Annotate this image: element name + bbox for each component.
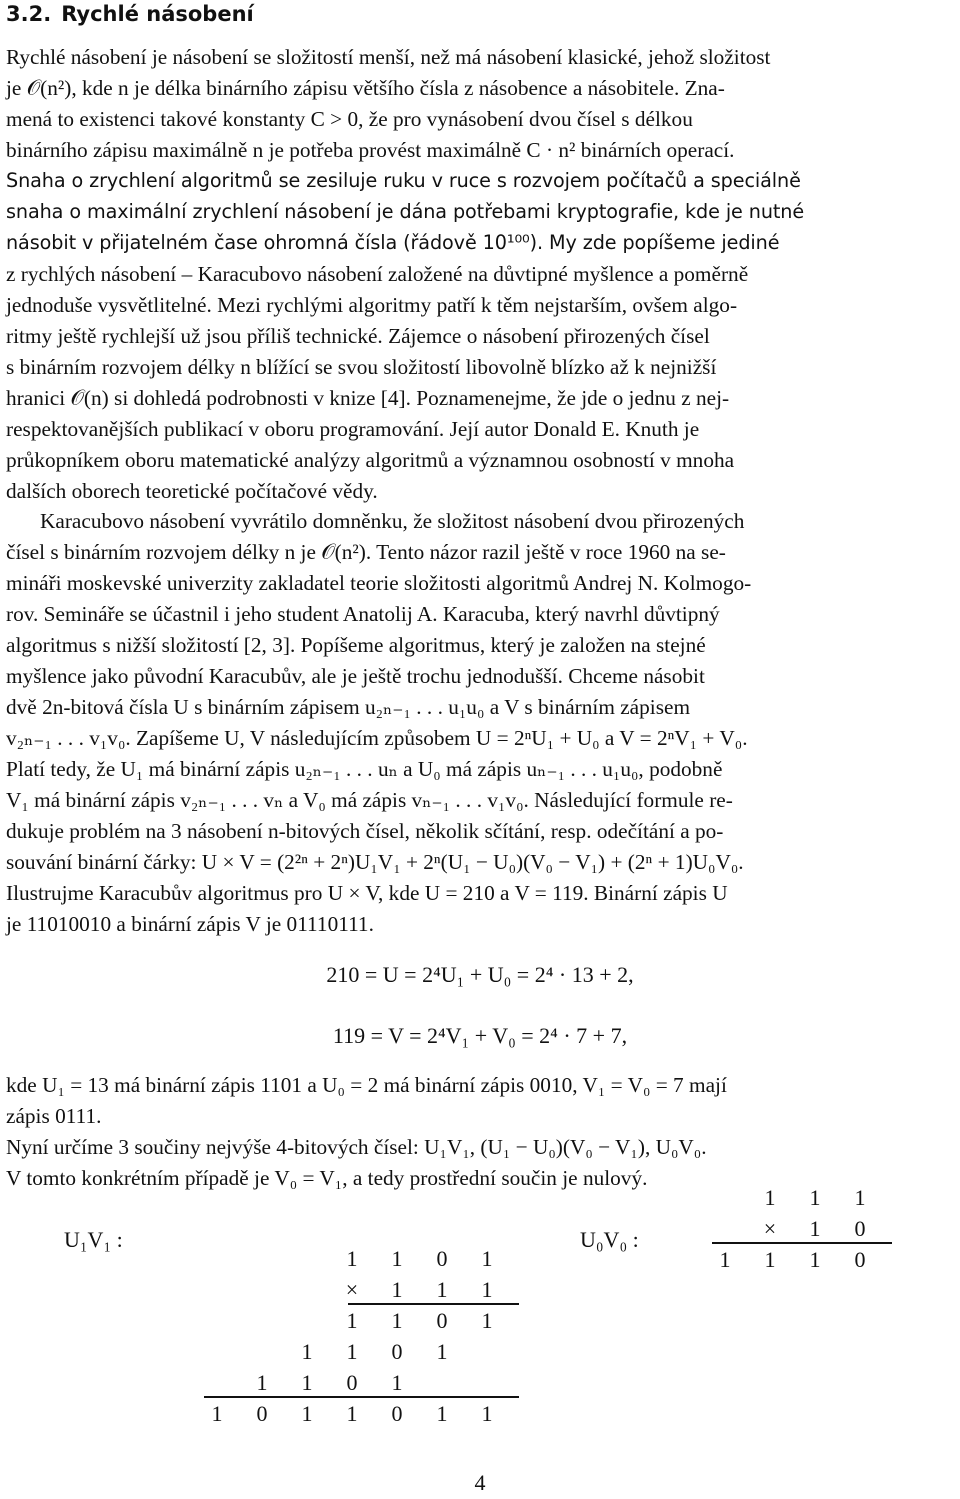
digit: 1 xyxy=(436,1401,448,1426)
text-line: zápis 0111. xyxy=(6,1104,102,1128)
mult-row xyxy=(204,1305,504,1337)
text-line: Platí tedy, že U₁ má binární zápis u₂ₙ₋₁ . . . uₙ a U₀ má zápis uₙ₋₁ . . . u₁u₀, podobně xyxy=(6,757,723,781)
digit: 1 xyxy=(809,1185,821,1210)
section-title: Rychlé násobení xyxy=(61,2,254,26)
sum-rule xyxy=(348,1303,519,1305)
text-line: algoritmus s nižší složitostí [2, 3]. Popíšeme algoritmus, který je založen na stejné xyxy=(6,633,706,657)
digit: 1 xyxy=(346,1401,358,1426)
text-line: respektovanějších publikací v oboru programování. Její autor Donald E. Knuth je xyxy=(6,417,700,441)
digit: 1 xyxy=(391,1370,403,1395)
equation-v: 119 = V = 2⁴V₁ + V₀ = 2⁴ · 7 + 7, xyxy=(332,1023,628,1048)
mult-row xyxy=(204,1367,504,1399)
sum-rule xyxy=(204,1396,519,1398)
digit: 1 xyxy=(481,1246,493,1271)
digit: 1 xyxy=(436,1339,448,1364)
digit: 1 xyxy=(391,1308,403,1333)
text-line: Karacubovo násobení vyvrátilo domněnku, že složitost násobení dvou přirozených xyxy=(40,509,745,533)
digit: 1 xyxy=(391,1246,403,1271)
times-sign: × xyxy=(763,1216,777,1241)
text-line: je 11010010 a binární zápis V je 01110111. xyxy=(6,912,374,936)
text-line: ritmy ještě rychlejší už jsou příliš technické. Zájemce o násobení přirozených čísel xyxy=(6,324,710,348)
page-number: 4 xyxy=(474,1470,486,1495)
text-line: dukuje problém na 3 násobení n-bitových čísel, několik sčítání, resp. odečítání a po- xyxy=(6,819,724,843)
text-line: mináři moskevské univerzity zakladatel teorie složitosti algoritmů Andrej N. Kolmogo- xyxy=(6,571,752,595)
digit: 1 xyxy=(481,1401,493,1426)
mult-row xyxy=(204,1243,504,1275)
text-line: násobit v přijatelném čase ohromná čísla (řádově 10¹⁰⁰). My zde popíšeme jediné xyxy=(6,231,780,254)
digit: 1 xyxy=(809,1216,821,1241)
digit: 1 xyxy=(391,1277,403,1302)
mult2-table xyxy=(712,1182,892,1292)
mult-row xyxy=(204,1274,504,1306)
equation-u: 210 = U = 2⁴U₁ + U₀ = 2⁴ · 13 + 2, xyxy=(326,962,634,987)
digit: 1 xyxy=(256,1370,268,1395)
text-line: čísel s binárním rozvojem délky n je 𝒪(n²). Tento názor razil ještě v roce 1960 na se- xyxy=(6,540,726,564)
text-line: hranici 𝒪(n) si dohledá podrobnosti v knize [4]. Poznamenejme, že jde o jednu z nej- xyxy=(6,386,730,410)
mult1-table xyxy=(204,1243,504,1443)
digit: 1 xyxy=(301,1339,313,1364)
digit: 0 xyxy=(436,1246,448,1271)
text-line: kde U₁ = 13 má binární zápis 1101 a U₀ = 2 má binární zápis 0010, V₁ = V₀ = 7 mají xyxy=(6,1073,727,1097)
text-line: jednoduše vysvětlitelné. Mezi rychlými algoritmy patří k těm nejstarším, ovšem algo- xyxy=(6,293,738,317)
text-line: dalších oborech teoretické počítačové vědy. xyxy=(6,479,378,503)
mult-row xyxy=(204,1398,504,1430)
text-line: binárního zápisu maximálně n je potřeba provést maximálně C · n² binárních operací. xyxy=(6,138,735,162)
text-line: snaha o maximální zrychlení násobení je dána potřebami kryptografie, kde je nutné xyxy=(6,200,805,223)
digit: 0 xyxy=(854,1216,866,1241)
text-line: Ilustrujme Karacubův algoritmus pro U × V, kde U = 210 a V = 119. Binární zápis U xyxy=(6,881,728,905)
text-line: průkopníkem oboru matematické analýzy algoritmů a významnou osobností v mnoha xyxy=(6,448,735,472)
text-line: v₂ₙ₋₁ . . . v₁v₀. Zapíšeme U, V následujícím způsobem U = 2ⁿU₁ + U₀ a V = 2ⁿV₁ + V₀. xyxy=(6,726,748,750)
text-line: dvě 2n-bitová čísla U s binárním zápisem u₂ₙ₋₁ . . . u₁u₀ a V s binárním zápisem xyxy=(6,695,691,719)
digit: 1 xyxy=(481,1277,493,1302)
digit: 0 xyxy=(436,1308,448,1333)
digit: 0 xyxy=(391,1401,403,1426)
digit: 1 xyxy=(346,1308,358,1333)
text-line: z rychlých násobení – Karacubovo násobení založené na důvtipné myšlence a poměrně xyxy=(6,262,749,286)
digit: 0 xyxy=(346,1370,358,1395)
digit: 1 xyxy=(764,1247,776,1272)
mult-row xyxy=(712,1182,892,1214)
mult1-label: U₁V₁ : xyxy=(64,1227,123,1252)
text-line: Rychlé násobení je násobení se složitostí menší, než má násobení klasické, jehož složitost xyxy=(6,45,771,69)
digit: 1 xyxy=(346,1339,358,1364)
digit: 1 xyxy=(854,1185,866,1210)
digit: 1 xyxy=(301,1401,313,1426)
text-line: Nyní určíme 3 součiny nejvýše 4-bitových čísel: U₁V₁, (U₁ − U₀)(V₀ − V₁), U₀V₀. xyxy=(6,1135,707,1159)
digit: 1 xyxy=(764,1185,776,1210)
digit: 0 xyxy=(391,1339,403,1364)
section-number: 3.2. xyxy=(6,2,52,26)
digit: 1 xyxy=(719,1247,731,1272)
text-line: Snaha o zrychlení algoritmů se zesiluje ruku v ruce s rozvojem počítačů a speciálně xyxy=(6,169,801,192)
mult-row xyxy=(712,1213,892,1245)
text-line: rov. Semináře se účastnil i jeho student Anatolij A. Karacuba, který navrhl důvtipný xyxy=(6,602,720,626)
text-line: V tomto konkrétním případě je V₀ = V₁, a tedy prostřední součin je nulový. xyxy=(6,1166,648,1190)
times-sign: × xyxy=(345,1277,359,1302)
text-line: mená to existenci takové konstanty C > 0, že pro vynásobení dvou čísel s délkou xyxy=(6,107,693,131)
sum-rule xyxy=(712,1242,892,1244)
digit: 1 xyxy=(436,1277,448,1302)
mult-row xyxy=(712,1244,892,1276)
text-line: souvání binární čárky: U × V = (2²ⁿ + 2ⁿ)U₁V₁ + 2ⁿ(U₁ − U₀)(V₀ − V₁) + (2ⁿ + 1)U₀V₀. xyxy=(6,850,744,874)
digit: 1 xyxy=(481,1308,493,1333)
section-heading xyxy=(6,0,254,28)
digit: 1 xyxy=(809,1247,821,1272)
digit: 1 xyxy=(301,1370,313,1395)
text-line: V₁ má binární zápis v₂ₙ₋₁ . . . vₙ a V₀ má zápis vₙ₋₁ . . . v₁v₀. Následující formule re- xyxy=(6,788,733,812)
digit: 0 xyxy=(854,1247,866,1272)
digit: 1 xyxy=(211,1401,223,1426)
mult-row xyxy=(204,1336,504,1368)
text-line: s binárním rozvojem délky n blížící se svou složitostí libovolně blízko až k nejnižší xyxy=(6,355,717,379)
digit: 1 xyxy=(346,1246,358,1271)
text-line: myšlence jako původní Karacubův, ale je ještě trochu jednodušší. Chceme násobit xyxy=(6,664,705,688)
text-line: je 𝒪(n²), kde n je délka binárního zápisu většího čísla z násobence a násobitele. Zna- xyxy=(6,76,725,100)
mult2-label: U₀V₀ : xyxy=(580,1227,639,1252)
digit: 0 xyxy=(256,1401,268,1426)
